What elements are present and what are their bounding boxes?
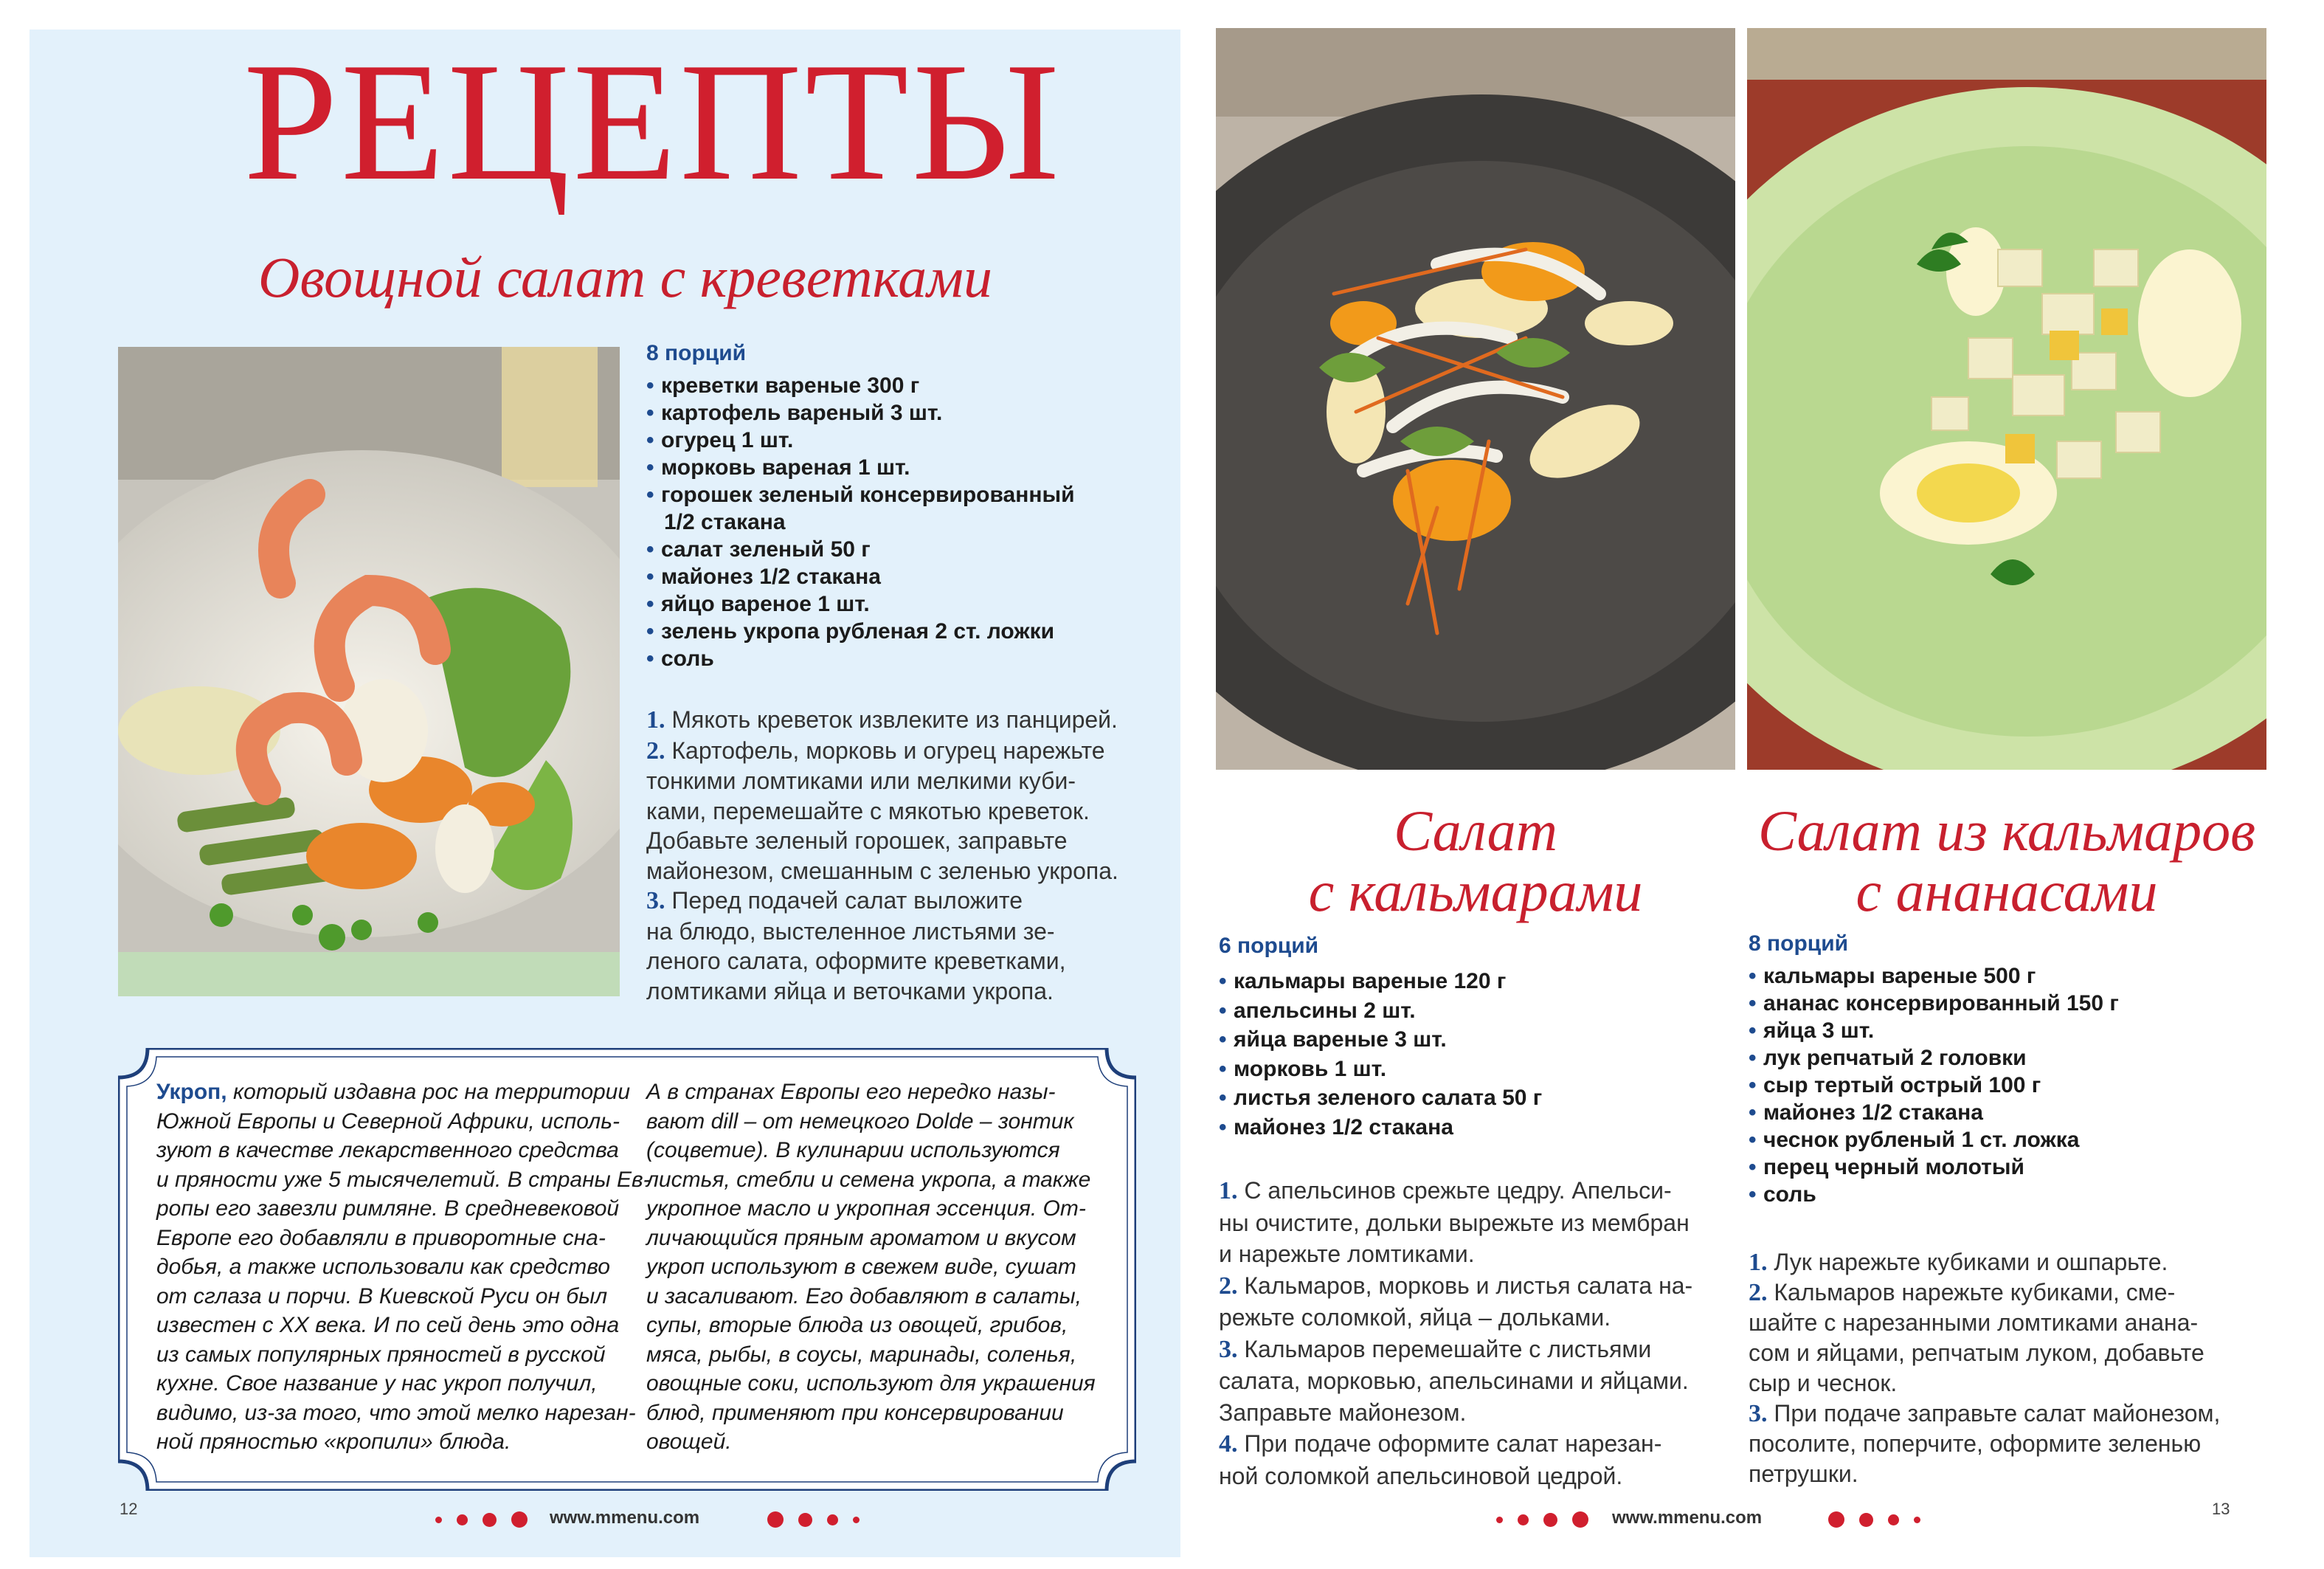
ingredients-list-squid-pineapple-salad — [1749, 962, 2119, 1208]
decorative-dots-right-a — [1496, 1511, 1603, 1528]
ingredient-item: • кальмары вареные 120 г — [1219, 967, 1542, 996]
servings-shrimp-salad: 8 порций — [646, 341, 747, 365]
ingredient-item: • огурец 1 шт. — [646, 427, 1075, 454]
ingredient-item: • майонез 1/2 стакана — [1219, 1113, 1542, 1142]
step-line: Заправьте майонезом. — [1219, 1399, 1467, 1426]
ingredients-list-shrimp-salad — [646, 372, 1075, 672]
ingredient-item: • морковь 1 шт. — [1219, 1055, 1542, 1084]
step-line: 3. Перед подачей салат выложите — [646, 887, 1023, 914]
ingredient-item: • кальмары вареные 500 г — [1749, 962, 2119, 990]
recipe-title-squid-salad: Салат с кальмарами — [1308, 799, 1643, 923]
ingredient-item: • майонез 1/2 стакана — [1749, 1099, 2119, 1126]
decorative-dots-left-b — [767, 1511, 874, 1528]
ingredient-item: • майонез 1/2 стакана — [646, 563, 1075, 590]
step-line: на блюдо, выстеленное листьями зе- — [646, 917, 1055, 945]
info-line: укроп используют в свежем виде, сушат — [646, 1255, 1076, 1279]
ingredient-item: • лук репчатый 2 головки — [1749, 1044, 2119, 1072]
ingredient-item: • перец черный молотый — [1749, 1154, 2119, 1181]
info-line: Южной Европы и Северной Африки, исполь- — [156, 1108, 620, 1134]
ingredient-item: • соль — [646, 645, 1075, 672]
step-line: Добавьте зеленый горошек, заправьте — [646, 827, 1068, 854]
servings-squid-salad: 6 порций — [1219, 934, 1319, 958]
step-line: майонезом, смешанным с зеленью укропа. — [646, 857, 1118, 884]
step-line: 1. С апельсинов срежьте цедру. Апельси- — [1219, 1177, 1672, 1204]
info-column-1: Укроп, который издавна рос на территории Южной Европы и Северной Африки, исполь- зуют в качестве лекарственного средства и пряности уже 5 тысячелетий. В страны Ев- ропы его завезли римляне. В средневековой Европе его добавляли в приворотные сна- добья, а также использовали как средство от сглаза и порчи. В Киевской Руси он был известен с XX века. И по сей день это одна из самых популярных пряностей в русской кухне. Свое название у нас укроп получил, видимо, из-за того, что этой мелко нарезан- ной пряностью «кропили» блюда. — [156, 1077, 651, 1457]
step-line: 1. Мякоть креветок извлеките из панцирей. — [646, 706, 1118, 734]
step-line: ками, перемешайте с мякотью креветок. — [646, 797, 1090, 824]
step-line: леного салата, оформите креветками, — [646, 948, 1066, 974]
step-line: 2. Картофель, морковь и огурец нарежьте — [646, 737, 1105, 765]
page-number-right: 13 — [2212, 1500, 2230, 1518]
info-line: овощные соки, используют для украшения — [646, 1371, 1096, 1396]
info-line: кухне. Свое название у нас укроп получил, — [156, 1371, 598, 1396]
info-column-2 — [646, 1077, 1096, 1457]
squid-pineapple-salad-photo — [1747, 28, 2266, 770]
ingredient-item: • креветки вареные 300 г — [646, 372, 1075, 399]
squid-orange-salad-photo — [1216, 28, 1735, 770]
info-line: известен с XX века. И по сей день это одна — [156, 1313, 620, 1337]
shrimp-salad-photo — [118, 347, 620, 996]
info-line: (соцветие). В кулинарии используются — [646, 1138, 1060, 1162]
ingredient-item: • сыр тертый острый 100 г — [1749, 1072, 2119, 1099]
step-line: 1. Лук нарежьте кубиками и ошпарьте. — [1749, 1249, 2168, 1276]
steps-list-shrimp-salad — [646, 705, 1118, 1006]
step-line: шайте с нарезанными ломтиками анана- — [1749, 1309, 2199, 1336]
ingredient-item: • апельсины 2 шт. — [1219, 996, 1542, 1026]
website-link-left[interactable]: www.mmenu.com — [550, 1508, 700, 1528]
step-line: и нарежьте ломтиками. — [1219, 1241, 1475, 1267]
ingredient-item: • морковь вареная 1 шт. — [646, 454, 1075, 481]
step-line: 3. При подаче заправьте салат майонезом, — [1749, 1400, 2221, 1427]
info-line: зуют в качестве лекарственного средства — [156, 1138, 619, 1162]
info-line: от сглаза и порчи. В Киевской Руси он был — [156, 1283, 608, 1308]
step-line: тонкими ломтиками или мелкими куби- — [646, 768, 1076, 794]
info-line: видимо, из-за того, что этой мелко нарезан- — [156, 1400, 636, 1425]
decorative-dots-left-a — [435, 1511, 542, 1528]
ingredient-item: • листья зеленого салата 50 г — [1219, 1083, 1542, 1113]
ingredient-item: • горошек зеленый консервированный — [646, 481, 1075, 508]
info-line: А в странах Европы его нередко назы- — [646, 1080, 1056, 1104]
info-line: листья, стебли и семена укропа, а также — [646, 1167, 1091, 1192]
ingredient-item: • зелень укропа рубленая 2 ст. ложки — [646, 618, 1075, 645]
ingredient-item: • яйцо вареное 1 шт. — [646, 590, 1075, 618]
info-line: ной пряностью «кропили» блюда. — [156, 1430, 511, 1454]
servings-squid-pineapple-salad: 8 порций — [1749, 931, 1849, 956]
ingredient-item: • яйца вареные 3 шт. — [1219, 1025, 1542, 1055]
info-line: из самых популярных пряностей в русской — [156, 1342, 606, 1367]
info-line: вают dill – от немецкого Dolde – зонтик — [646, 1108, 1074, 1134]
step-line: салата, морковью, апельсинами и яйцами. — [1219, 1368, 1689, 1394]
step-line: сыр и чеснок. — [1749, 1370, 1898, 1396]
step-line: 3. Кальмаров перемешайте с листьями — [1219, 1335, 1652, 1363]
steps-list-squid-pineapple-salad — [1749, 1247, 2220, 1489]
ingredient-item: • соль — [1749, 1181, 2119, 1208]
website-link-right[interactable]: www.mmenu.com — [1612, 1508, 1763, 1528]
info-line: овощей. — [646, 1430, 732, 1454]
step-line: петрушки. — [1749, 1461, 1858, 1487]
info-line: добья, а также использовали как средство — [156, 1255, 610, 1279]
page-title: РЕЦЕПТЫ — [243, 27, 1063, 215]
info-keyword: Укроп, — [156, 1080, 227, 1104]
step-line: посолите, поперчите, оформите зеленью — [1749, 1430, 2202, 1457]
step-line: 2. Кальмаров, морковь и листья салата на- — [1219, 1272, 1693, 1300]
step-line: ной соломкой апельсиновой цедрой. — [1219, 1462, 1623, 1489]
ingredient-item: • салат зеленый 50 г — [646, 536, 1075, 563]
ingredient-item: • яйца 3 шт. — [1749, 1017, 2119, 1044]
info-line: личающийся пряным ароматом и вкусом — [646, 1225, 1076, 1250]
step-line: ны очистите, дольки вырежьте из мембран — [1219, 1209, 1690, 1236]
info-line: Европе его добавляли в приворотные сна- — [156, 1225, 606, 1250]
ingredient-item: • картофель вареный 3 шт. — [646, 399, 1075, 427]
step-line: ломтиками яйца и веточками укропа. — [646, 977, 1054, 1004]
step-line: 2. Кальмаров нарежьте кубиками, сме- — [1749, 1279, 2176, 1306]
ingredient-item-continuation: 1/2 стакана — [664, 510, 786, 534]
info-line: супы, вторые блюда из овощей, грибов, — [646, 1313, 1068, 1337]
step-line: 4. При подаче оформите салат нарезан- — [1219, 1430, 1662, 1458]
info-line: и пряности уже 5 тысячелетий. В страны Ев- — [156, 1167, 651, 1192]
ingredient-item: • ананас консервированный 150 г — [1749, 990, 2119, 1017]
info-line: блюд, применяют при консервировании — [646, 1400, 1064, 1425]
info-line: укропное масло и укропная эссенция. От- — [646, 1196, 1086, 1221]
recipe-title-squid-pineapple-salad: Салат из кальмаров с ананасами — [1758, 799, 2255, 923]
page-number-left: 12 — [120, 1500, 138, 1518]
step-line: сом и яйцами, репчатым луком, добавьте — [1749, 1339, 2204, 1366]
recipe-title-shrimp-salad: Овощной салат с креветками — [258, 245, 992, 309]
ingredients-list-squid-salad — [1219, 967, 1542, 1142]
step-line: режьте соломкой, яйца – дольками. — [1219, 1304, 1611, 1331]
info-line: ропы его завезли римляне. В средневековой — [156, 1196, 620, 1221]
decorative-dots-right-b — [1828, 1511, 1935, 1528]
ingredient-item: • чеснок рубленый 1 ст. ложка — [1749, 1126, 2119, 1154]
info-line: и засаливают. Его добавляют в салаты, — [646, 1283, 1082, 1308]
info-line: мяса, рыбы, в соусы, маринады, соленья, — [646, 1342, 1077, 1367]
steps-list-squid-salad — [1219, 1175, 1692, 1492]
